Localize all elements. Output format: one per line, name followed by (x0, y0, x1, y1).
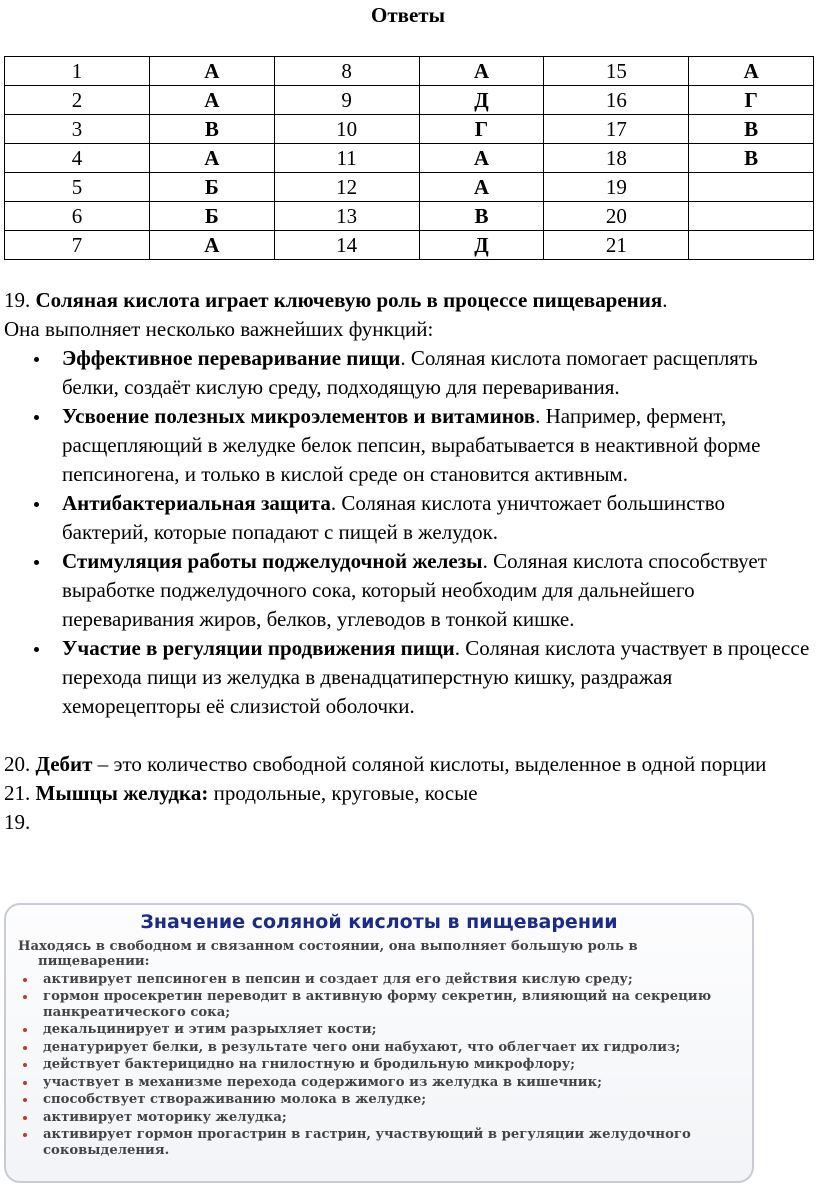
question-number-cell: 2 (5, 86, 150, 115)
answer-cell: В (689, 144, 814, 173)
q19-rest: . (662, 288, 668, 312)
question-number-cell: 14 (274, 231, 419, 260)
q20-rest: – это количество свободной соляной кислоты, выделенное в одной порции (92, 752, 767, 776)
question-number-cell: 13 (274, 202, 419, 231)
list-item (4, 344, 816, 402)
item-text: . Соляная кислота способствует выработке поджелудочного сока, который необходим для дальнейшего переваривания жиров, белков, углеводов в тонкой кишке. (62, 549, 767, 631)
question-number-cell: 12 (274, 173, 419, 202)
table-row (5, 231, 814, 260)
item-text: . Соляная кислота уничтожает большинство бактерий, которые попадают с пищей в желудок. (62, 491, 726, 544)
slide-list-item: способствует створаживанию молока в желудке; (18, 1092, 740, 1108)
table-row (5, 57, 814, 86)
answer-cell: А (419, 173, 544, 202)
question-number-cell: 16 (544, 86, 689, 115)
answers-table (4, 56, 814, 260)
q19-bold: Соляная кислота играет ключевую роль в процессе пищеварения (35, 288, 663, 312)
table-row (5, 173, 814, 202)
answer-cell (689, 202, 814, 231)
question-number-cell: 21 (544, 231, 689, 260)
q21-rest: продольные, круговые, косые (208, 781, 478, 805)
question-number-cell: 10 (274, 115, 419, 144)
slide-list-item: участвует в механизме перехода содержимого из желудка в кишечник; (18, 1075, 740, 1091)
q19-number: 19. (4, 288, 36, 312)
question-number-cell: 11 (274, 144, 419, 173)
answer-cell: Б (150, 173, 275, 202)
page-title: Ответы (370, 3, 446, 27)
table-row (5, 144, 814, 173)
item-text: . Например, фермент, расщепляющий в желудке белок пепсин, вырабатывается в неактивной форме пепсиногена, и только в кислой среде он становится активным. (62, 404, 761, 486)
item-bold: Эффективное переваривание пищи (62, 346, 401, 370)
question-number-cell: 5 (5, 173, 150, 202)
question-number-cell: 3 (5, 115, 150, 144)
answer-cell: Д (419, 86, 544, 115)
answer-cell (689, 231, 814, 260)
question-number-cell: 7 (5, 231, 150, 260)
q21 (4, 779, 816, 808)
item-bold: Участие в регуляции продвижения пищи (62, 636, 455, 660)
answer-cell: А (419, 57, 544, 86)
list-item (4, 489, 816, 547)
item-text: . Соляная кислота помогает расщеплять белки, создаёт кислую среду, подходящую для переваривания. (62, 346, 758, 399)
question-number-cell: 17 (544, 115, 689, 144)
item-bold: Стимуляция работы поджелудочной железы (62, 549, 483, 573)
item-bold: Усвоение полезных микроэлементов и витаминов (62, 404, 536, 428)
answer-cell: В (689, 115, 814, 144)
slide-list-item: гормон просекретин переводит в активную форму секретин, влияющий на секрецию панкреатического сока; (18, 989, 740, 1020)
q20-bold: Дебит (35, 752, 93, 776)
answer-cell: Б (150, 202, 275, 231)
answer-cell: А (150, 144, 275, 173)
answers-text (4, 286, 816, 837)
item-text: . Соляная кислота участвует в процессе перехода пищи из желудка в двенадцатиперстную кишку, раздражая хеморецепторы её слизистой оболочки. (62, 636, 810, 718)
answer-cell: А (689, 57, 814, 86)
slide-list (18, 972, 740, 1159)
q19-image-label: 19. (4, 810, 31, 834)
q21-number: 21. (4, 781, 36, 805)
q19-list (4, 344, 816, 721)
answer-cell: В (419, 202, 544, 231)
list-item (4, 634, 816, 721)
slide-title: Значение соляной кислоты в пищеварении (140, 911, 618, 933)
table-row (5, 115, 814, 144)
question-number-cell: 1 (5, 57, 150, 86)
question-number-cell: 6 (5, 202, 150, 231)
slide-list-item: активирует пепсиноген в пепсин и создает для его действия кислую среду; (18, 972, 740, 988)
item-bold: Антибактериальная защита (62, 491, 331, 515)
answer-cell: А (150, 57, 275, 86)
q20 (4, 750, 816, 779)
list-item (4, 402, 816, 489)
answer-cell: В (150, 115, 275, 144)
question-number-cell: 8 (274, 57, 419, 86)
slide-list-item: декальцинирует и этим разрыхляет кости; (18, 1022, 740, 1038)
answer-cell: А (150, 231, 275, 260)
slide-image (4, 903, 754, 1183)
q20-number: 20. (4, 752, 36, 776)
slide-list-item: действует бактерицидно на гнилостную и бродильную микрофлору; (18, 1057, 740, 1073)
slide-list-item: активирует моторику желудка; (18, 1110, 740, 1126)
answer-cell: Г (419, 115, 544, 144)
answer-cell: Г (689, 86, 814, 115)
answer-cell (689, 173, 814, 202)
answer-cell: Д (419, 231, 544, 260)
q19-intro: Она выполняет несколько важнейших функций: (4, 317, 434, 341)
question-number-cell: 20 (544, 202, 689, 231)
q19-heading (4, 286, 816, 315)
slide-intro: Находясь в свободном и связанном состоянии, она выполняет большую роль в пищеварении: (18, 938, 638, 969)
question-number-cell: 4 (5, 144, 150, 173)
answer-cell: А (419, 144, 544, 173)
slide-list-item: денатурирует белки, в результате чего они набухают, что облегчает их гидролиз; (18, 1040, 740, 1056)
table-row (5, 86, 814, 115)
slide-list-item: активирует гормон прогастрин в гастрин, участвующий в регуляции желудочного соковыделения. (18, 1127, 740, 1158)
question-number-cell: 19 (544, 173, 689, 202)
table-row (5, 202, 814, 231)
question-number-cell: 15 (544, 57, 689, 86)
question-number-cell: 18 (544, 144, 689, 173)
question-number-cell: 9 (274, 86, 419, 115)
q21-bold: Мышцы желудка: (35, 781, 209, 805)
list-item (4, 547, 816, 634)
answer-cell: А (150, 86, 275, 115)
